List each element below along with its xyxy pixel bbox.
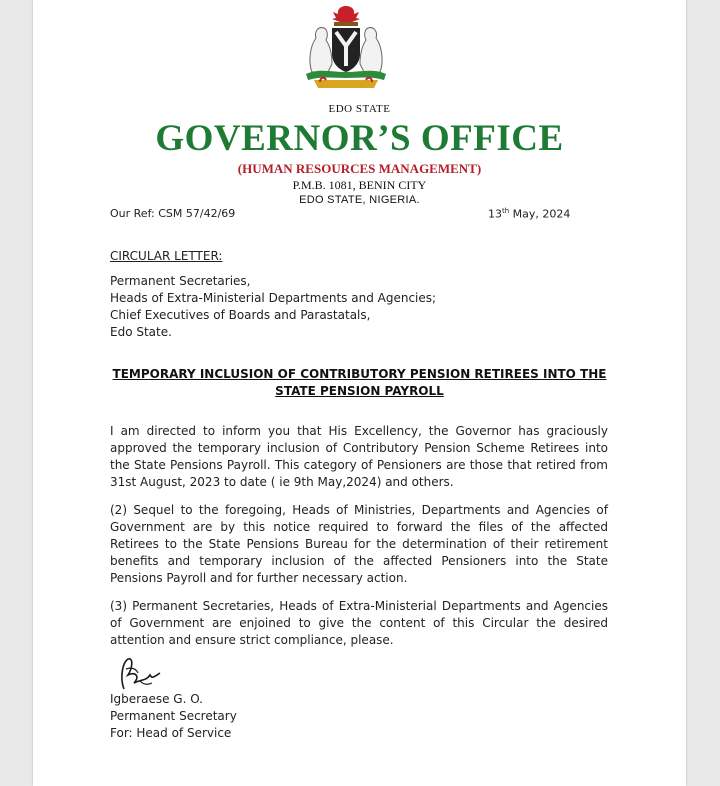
circular-label: CIRCULAR LETTER:: [110, 249, 223, 263]
letterhead-department: (HUMAN RESOURCES MANAGEMENT): [237, 161, 482, 176]
letterhead-office: GOVERNOR’S OFFICE: [155, 118, 564, 159]
addressee-line: Heads of Extra-Ministerial Departments and Agencies;: [110, 291, 437, 305]
letter-title: [93, 366, 626, 400]
body-paragraph-2: (2) Sequel to the foregoing, Heads of Ministries, Departments and Agencies of Government are by this notice required to forward the files of the affected Retirees to the State Pensions Bureau for the determination of their retirement benefits and temporary inclusion of the affected Pensioners into the State Pensions Payroll and for further necessary action.: [110, 503, 608, 585]
addressee-line: Permanent Secretaries,: [110, 274, 251, 288]
title-line-1: TEMPORARY INCLUSION OF CONTRIBUTORY PENSION RETIREES INTO THE: [112, 367, 607, 381]
addressee-line: Chief Executives of Boards and Parastatals,: [110, 308, 371, 322]
signature-icon: [116, 655, 162, 693]
letterhead-state: EDO STATE: [328, 103, 391, 115]
body-paragraph-1: I am directed to inform you that His Excellency, the Governor has graciously approved the temporary inclusion of Contributory Pension Scheme Retirees into the State Pensions Payroll. This category of Pensioners are those that retired from 31st August, 2023 to date ( ie 9th May,2024) and others.: [110, 424, 608, 489]
signatory-name: Igberaese G. O.: [110, 692, 203, 706]
signatory-for: For: Head of Service: [110, 726, 232, 740]
reference-number: Our Ref: CSM 57/42/69: [110, 207, 236, 220]
date-suffix: th: [502, 207, 510, 215]
body-paragraph-3: (3) Permanent Secretaries, Heads of Extra-Ministerial Departments and Agencies of Government are enjoined to give the content of this Circular the desired attention and ensure strict compliance, please.: [110, 599, 608, 647]
coat-of-arms-icon: [298, 2, 394, 94]
date-rest: May, 2024: [509, 207, 571, 221]
title-line-2: STATE PENSION PAYROLL: [275, 384, 444, 398]
letterhead-address: EDO STATE, NIGERIA.: [299, 194, 420, 206]
letterhead-pmb: P.M.B. 1081, BENIN CITY: [292, 178, 427, 192]
letter-page: [33, 0, 686, 786]
letter-date: [488, 207, 570, 221]
addressee-line: Edo State.: [110, 325, 172, 339]
date-day: 13: [488, 207, 502, 221]
signatory-title: Permanent Secretary: [110, 709, 237, 723]
